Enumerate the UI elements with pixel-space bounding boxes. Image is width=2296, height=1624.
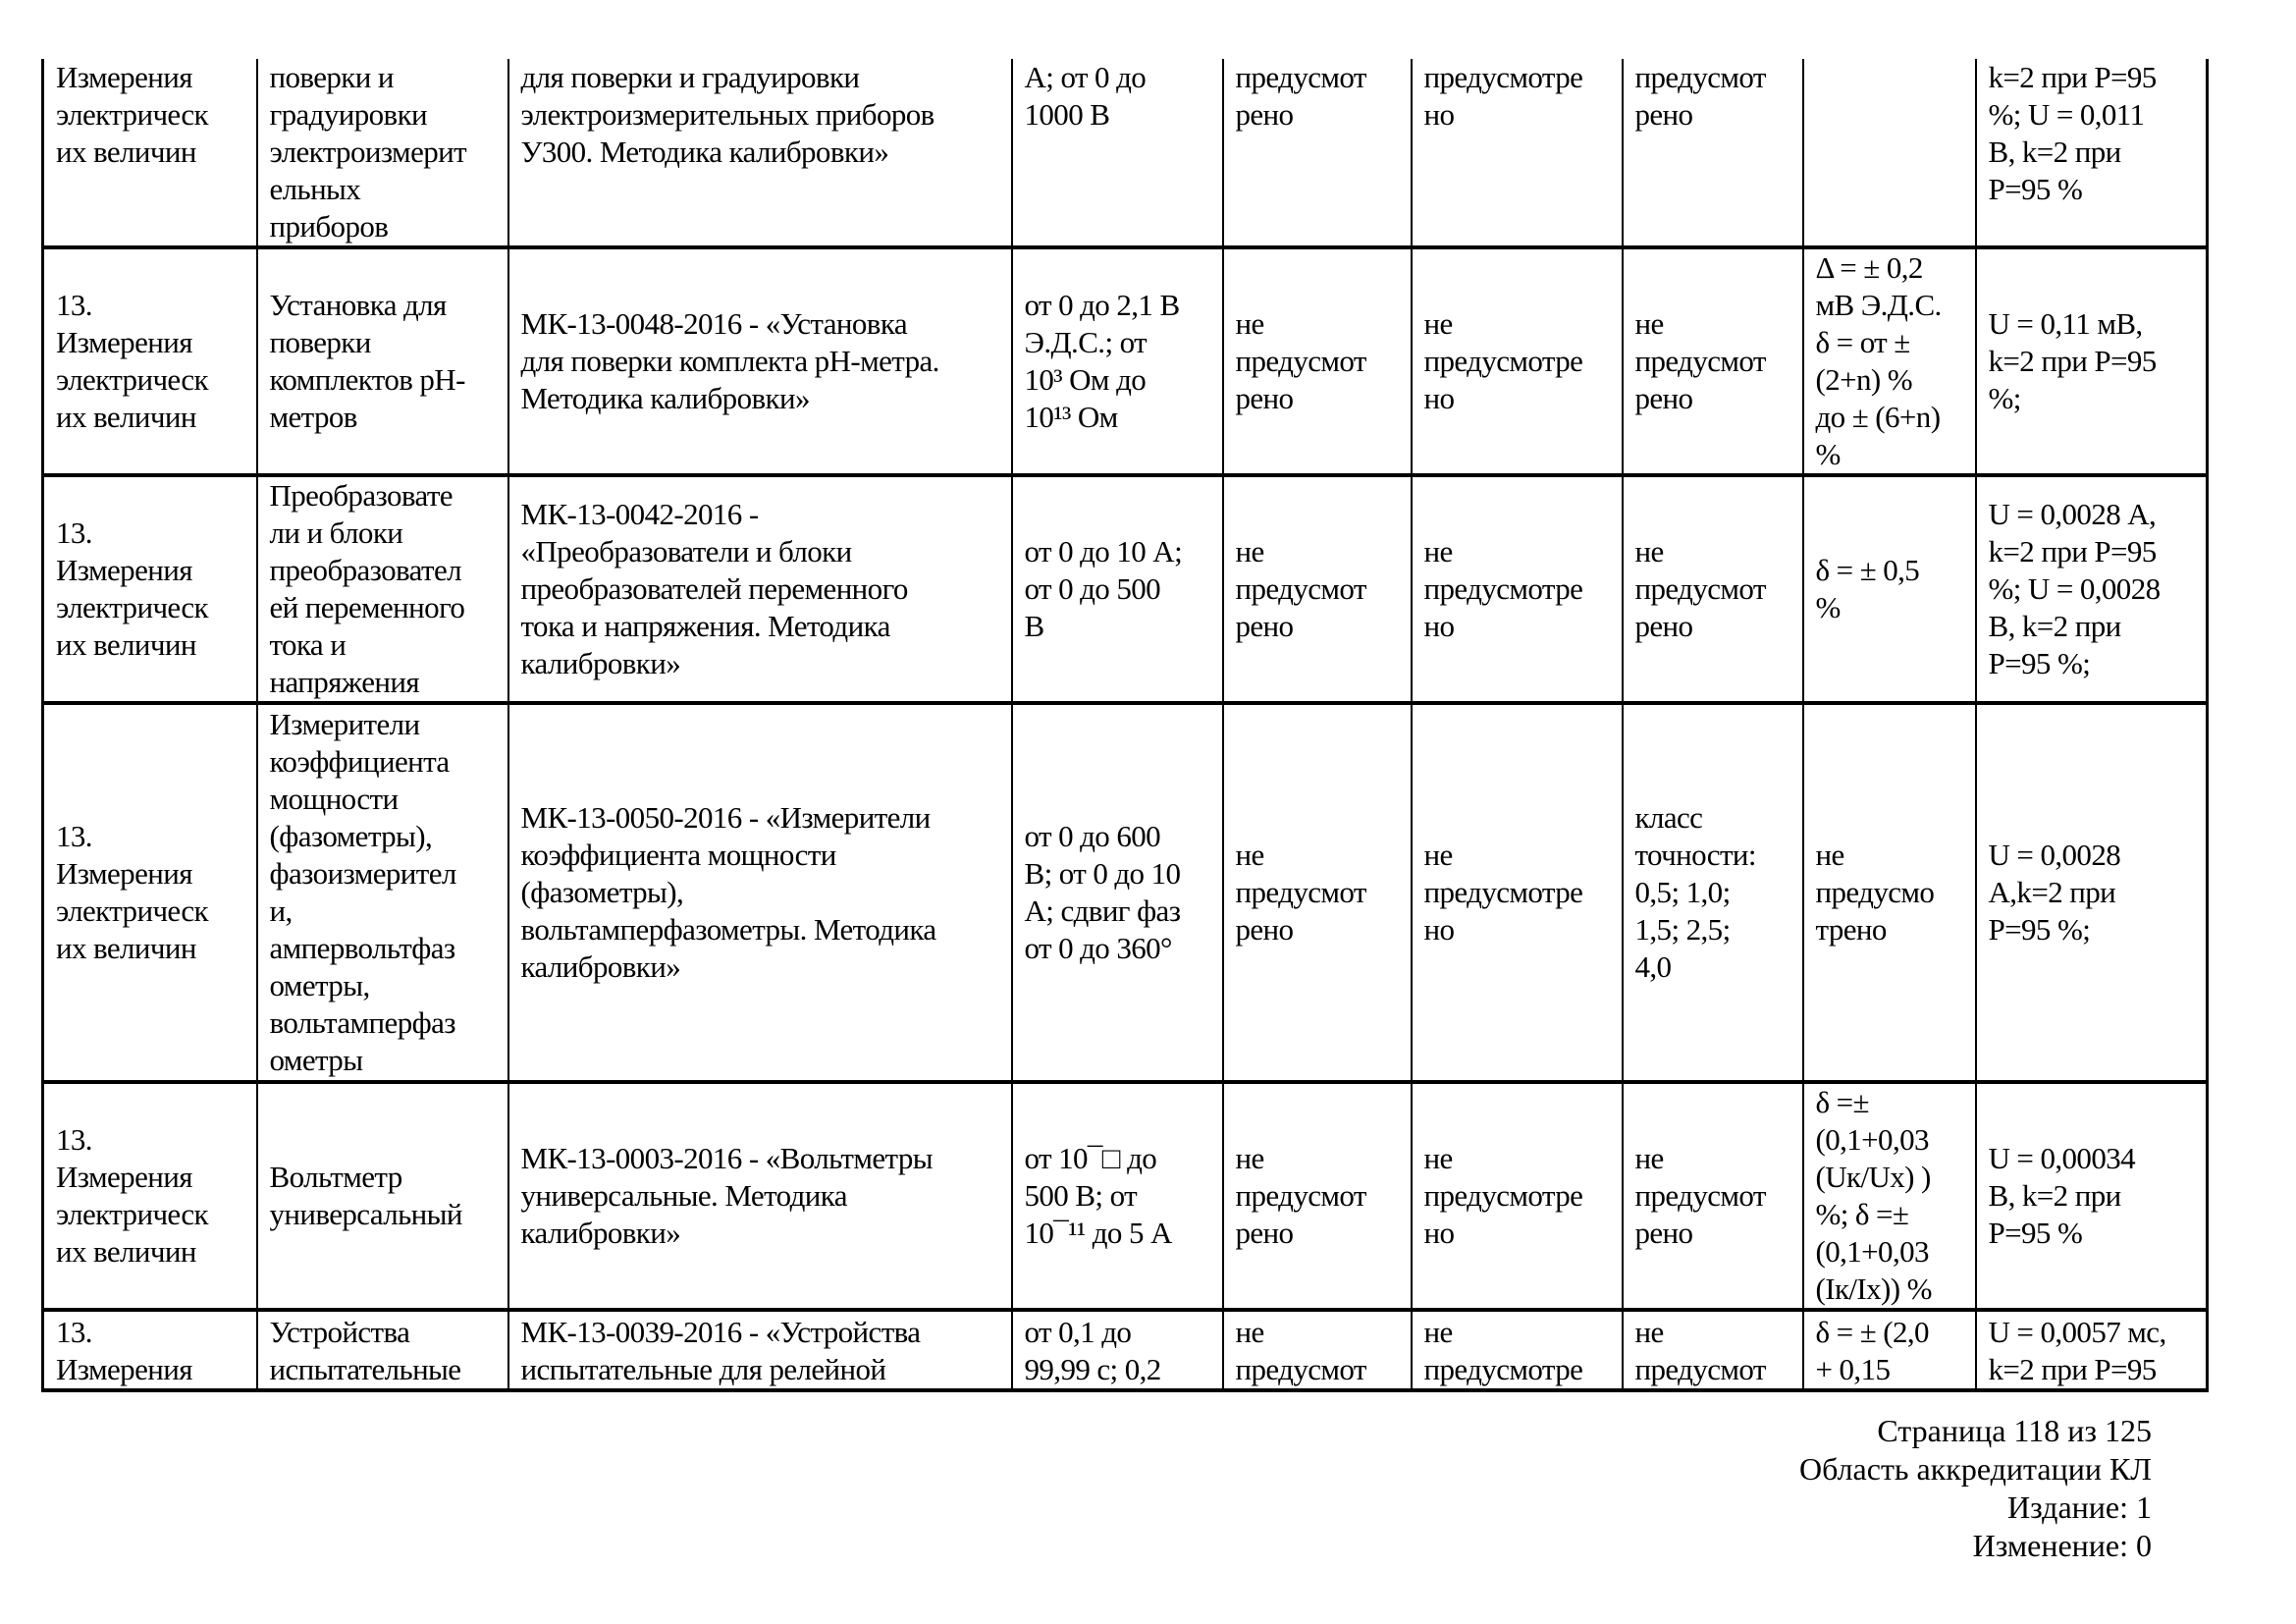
cell-range xyxy=(1012,703,1223,1082)
cell-text: МК-13-0048-2016 - «Установка для поверки комплекта рН-метра. Методика калибровки» xyxy=(520,306,939,415)
cell-range xyxy=(1012,475,1223,703)
cell-accuracy-class xyxy=(1623,475,1803,703)
table-row xyxy=(43,59,2208,247)
cell-reference-2 xyxy=(1412,703,1623,1082)
cell-error-limits xyxy=(1803,1082,1976,1310)
cell-error-limits xyxy=(1803,475,1976,703)
cell-text: не предусмот рено xyxy=(1235,1141,1366,1250)
cell-text: δ = ± 0,5 % xyxy=(1815,553,1920,624)
cell-range xyxy=(1012,1082,1223,1310)
cell-text: не предусмотре но xyxy=(1423,1141,1583,1250)
cell-accuracy-class xyxy=(1623,1082,1803,1310)
table-row xyxy=(43,475,2208,703)
cell-reference-1 xyxy=(1223,1082,1412,1310)
cell-measurement-field xyxy=(43,475,257,703)
cell-text: поверки и градуировки электроизмерит ельных приборов xyxy=(269,60,467,244)
cell-uncertainty xyxy=(1976,247,2208,475)
cell-text: А; от 0 до 1000 В xyxy=(1024,60,1147,132)
cell-reference-1 xyxy=(1223,247,1412,475)
cell-object-name xyxy=(257,1082,508,1310)
cell-text: Измерения электрическ их величин xyxy=(56,60,208,169)
cell-object-name xyxy=(257,247,508,475)
cell-text: Установка для поверки комплектов рН- метров xyxy=(269,288,465,434)
cell-text: не предусмот рено xyxy=(1634,306,1766,415)
cell-error-limits xyxy=(1803,247,1976,475)
cell-text: не предусмот рено xyxy=(1634,534,1766,643)
cell-reference-2 xyxy=(1412,475,1623,703)
cell-text: предусмот рено xyxy=(1634,60,1766,132)
cell-measurement-field xyxy=(43,1082,257,1310)
cell-text: не предусмот рено xyxy=(1235,306,1366,415)
cell-error-limits xyxy=(1803,59,1976,247)
cell-text: от 10¯□ до 500 В; от 10¯¹¹ до 5 А xyxy=(1024,1141,1172,1250)
cell-method-document xyxy=(508,1310,1012,1390)
cell-text: U = 0,11 мВ, k=2 при P=95 %; xyxy=(1988,306,2157,415)
cell-text: Δ = ± 0,2 мВ Э.Д.С. δ = от ± (2+n) % до ± (6+n) % xyxy=(1815,250,1942,471)
table-row xyxy=(43,703,2208,1082)
cell-text: не предусмот xyxy=(1235,1315,1366,1386)
cell-text: Устройства испытательные xyxy=(269,1315,461,1386)
cell-reference-2 xyxy=(1412,1310,1623,1390)
cell-measurement-field xyxy=(43,1310,257,1390)
cell-uncertainty xyxy=(1976,1082,2208,1310)
cell-uncertainty xyxy=(1976,703,2208,1082)
cell-text: δ =± (0,1+0,03 (Uк/Ux) ) %; δ =± (0,1+0,03 (Iк/Ix)) % xyxy=(1815,1085,1932,1306)
edition-label: Издание: 1 xyxy=(2007,1489,2152,1525)
cell-reference-2 xyxy=(1412,247,1623,475)
cell-text: от 0 до 600 В; от 0 до 10 А; сдвиг фаз от 0 до 360° xyxy=(1024,819,1181,965)
cell-reference-1 xyxy=(1223,475,1412,703)
cell-object-name xyxy=(257,703,508,1082)
cell-text: не предусмот рено xyxy=(1634,1141,1766,1250)
cell-accuracy-class xyxy=(1623,703,1803,1082)
cell-error-limits xyxy=(1803,1310,1976,1390)
cell-reference-1 xyxy=(1223,703,1412,1082)
cell-text: Вольтметр универсальный xyxy=(269,1160,462,1231)
cell-text: не предусмотре но xyxy=(1423,306,1583,415)
cell-method-document xyxy=(508,59,1012,247)
cell-text: МК-13-0050-2016 - «Измерители коэффициента мощности (фазометры), вольтамперфазометры. Методика калибровки» xyxy=(520,800,936,984)
accreditation-scope-table xyxy=(41,59,2209,1392)
cell-object-name xyxy=(257,1310,508,1390)
cell-accuracy-class xyxy=(1623,59,1803,247)
cell-reference-1 xyxy=(1223,59,1412,247)
cell-range xyxy=(1012,59,1223,247)
cell-text: не предусмот рено xyxy=(1235,838,1366,947)
cell-text: Преобразовате ли и блоки преобразовател ей переменного тока и напряжения xyxy=(269,478,465,699)
cell-text: 13. Измерения xyxy=(56,1315,192,1386)
cell-measurement-field xyxy=(43,59,257,247)
cell-text: 13. Измерения электрическ их величин xyxy=(56,1122,208,1269)
cell-reference-2 xyxy=(1412,1082,1623,1310)
cell-uncertainty xyxy=(1976,475,2208,703)
cell-method-document xyxy=(508,247,1012,475)
cell-text: предусмотре но xyxy=(1423,60,1583,132)
page-footer xyxy=(1799,1412,2152,1565)
cell-text: U = 0,00034 В, k=2 при P=95 % xyxy=(1988,1141,2136,1250)
document-scope-label: Область аккредитации КЛ xyxy=(1798,1451,2152,1487)
change-label: Изменение: 0 xyxy=(1972,1528,2152,1563)
cell-text: МК-13-0003-2016 - «Вольтметры универсальные. Методика калибровки» xyxy=(520,1141,934,1250)
cell-text: U = 0,0028 А, k=2 при P=95 %; U = 0,0028 В, k=2 при P=95 %; xyxy=(1988,497,2161,680)
table-row xyxy=(43,247,2208,475)
cell-method-document xyxy=(508,475,1012,703)
cell-uncertainty xyxy=(1976,1310,2208,1390)
cell-text: не предусмот рено xyxy=(1235,534,1366,643)
cell-text: не предусмот xyxy=(1634,1315,1766,1386)
cell-text: МК-13-0042-2016 - «Преобразователи и блоки преобразователей переменного тока и напряжения. Методика калибровки» xyxy=(520,497,908,680)
cell-error-limits xyxy=(1803,703,1976,1082)
cell-text: не предусмотре но xyxy=(1423,838,1583,947)
cell-range xyxy=(1012,1310,1223,1390)
cell-text: U = 0,0057 мс, k=2 при P=95 xyxy=(1988,1315,2166,1386)
cell-text: 13. Измерения электрическ их величин xyxy=(56,515,208,662)
page-number: Страница 118 из 125 xyxy=(1877,1413,2152,1448)
cell-object-name xyxy=(257,475,508,703)
cell-method-document xyxy=(508,1082,1012,1310)
cell-text: предусмот рено xyxy=(1235,60,1366,132)
cell-text: не предусмо трено xyxy=(1815,838,1935,947)
cell-text: не предусмотре но xyxy=(1423,534,1583,643)
cell-text: от 0 до 10 А; от 0 до 500 В xyxy=(1024,534,1183,643)
cell-reference-1 xyxy=(1223,1310,1412,1390)
cell-text: от 0 до 2,1 В Э.Д.С.; от 10³ Ом до 10¹³ Ом xyxy=(1024,288,1180,434)
cell-accuracy-class xyxy=(1623,1310,1803,1390)
cell-measurement-field xyxy=(43,703,257,1082)
table-row xyxy=(43,1082,2208,1310)
cell-text: класс точности: 0,5; 1,0; 1,5; 2,5; 4,0 xyxy=(1634,800,1756,984)
cell-uncertainty xyxy=(1976,59,2208,247)
cell-reference-2 xyxy=(1412,59,1623,247)
table-row xyxy=(43,1310,2208,1390)
cell-text: не предусмотре xyxy=(1423,1315,1583,1386)
cell-measurement-field xyxy=(43,247,257,475)
cell-text: 13. Измерения электрическ их величин xyxy=(56,288,208,434)
cell-accuracy-class xyxy=(1623,247,1803,475)
cell-text: МК-13-0039-2016 - «Устройства испытательные для релейной xyxy=(520,1315,921,1386)
cell-text: для поверки и градуировки электроизмерительных приборов У300. Методика калибровки» xyxy=(520,60,934,169)
cell-text: 13. Измерения электрическ их величин xyxy=(56,819,208,965)
cell-object-name xyxy=(257,59,508,247)
cell-text: U = 0,0028 А,k=2 при P=95 %; xyxy=(1988,838,2121,947)
cell-range xyxy=(1012,247,1223,475)
cell-text: Измерители коэффициента мощности (фазометры), фазоизмерител и, ампервольтфаз ометры, вольтамперфаз ометры xyxy=(269,707,456,1077)
cell-method-document xyxy=(508,703,1012,1082)
cell-text: от 0,1 до 99,99 с; 0,2 xyxy=(1024,1315,1161,1386)
cell-text: δ = ± (2,0 + 0,15 xyxy=(1815,1315,1929,1386)
cell-text: k=2 при P=95 %; U = 0,011 В, k=2 при P=95 % xyxy=(1988,60,2157,206)
